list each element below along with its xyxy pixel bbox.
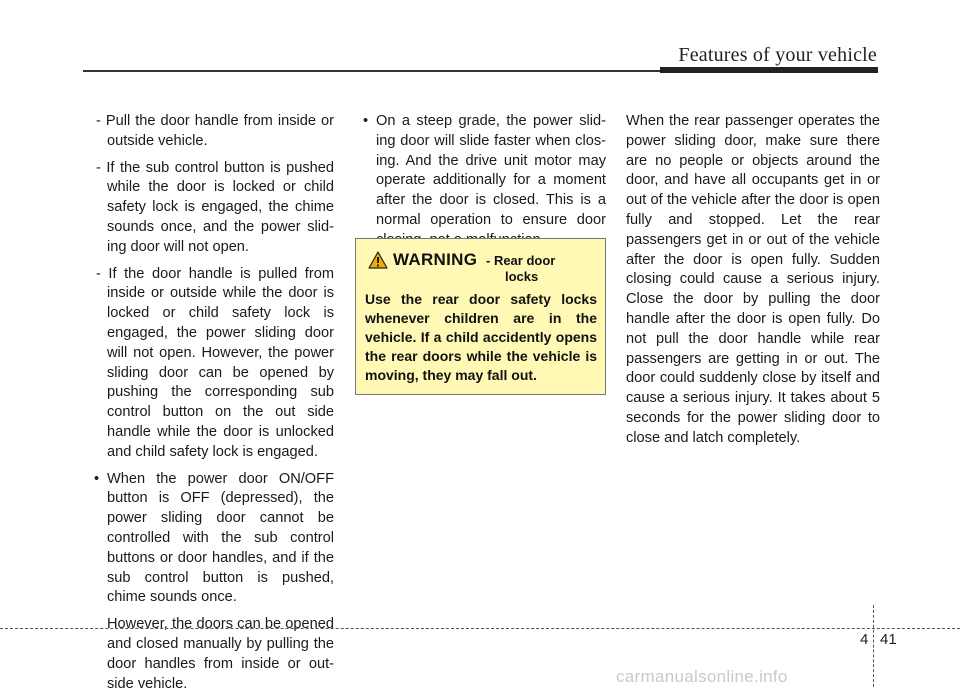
sub-paragraph: However, the doors can be opened and closed manually by pulling the door handles from inside or outside vehicle. <box>107 616 334 692</box>
warning-box <box>355 238 606 395</box>
dash-item: - Pull the door handle from inside or outside vehicle. <box>96 113 334 149</box>
dash-item: - If the door handle is pulled from inside or outside while the door is locked or child safety lock is engaged, the power sliding door will not open. However, the power sliding door can be opened by pushing the corresponding sub control button on the out side handle while the door is unlocked and child safety lock is engaged. <box>96 265 334 460</box>
watermark-text: carmanualsonline.info <box>616 667 788 686</box>
bullet-item: • On a steep grade, the power sliding door will slide faster when closing. And the drive unit motor may operate additionally for a moment after the door is closed. This is a normal operation to ensure door <box>355 112 606 251</box>
page-number: 41 <box>880 631 897 648</box>
bullet-item: • When the power door ON/OFF button is OFF (depressed), the power sliding door cannot be controlled with the sub control buttons or door handles, and if the sub control button is pushed, chime sounds once. <box>86 470 334 609</box>
paragraph: When the rear passenger operates the power sliding door, make sure there are no people or objects around the door, and have all occupants get in or out of the vehicle after the door is open fully and stopped. Let the rear passengers get in or out of the vehicle after the door is open fully. Sudden closing could cause a serious injury. Close the door by pulling the door handle after the door is open fully. Do not pull the door handle while rear passengers are getting in or out. The door could suddenly close by itself and cause a serious injury. It takes about 5 seconds for the power sliding door to close and latch completely. <box>626 113 880 446</box>
footer-vertical-divider <box>873 605 874 687</box>
footer-divider <box>0 628 960 629</box>
warning-subject-line2: locks <box>505 269 539 284</box>
warning-subject <box>486 253 596 285</box>
warning-label: WARNING <box>393 250 478 269</box>
text-column-2 <box>355 112 606 251</box>
warning-triangle-icon <box>368 251 388 269</box>
text-column-1 <box>86 112 334 694</box>
chapter-number: 4 <box>860 631 869 648</box>
warning-body: Use the rear door safety locks whenever children are in the vehicle. If a child accidently opens the rear doors while the vehicle is moving, they may fall out. <box>365 291 597 383</box>
warning-subject-line1: - Rear door <box>486 253 556 268</box>
dash-item: - If the sub control button is pushed while the door is locked or child safety lock is engaged, the chime sounds once, and the power sliding door will not open. <box>96 159 334 255</box>
text-column-3 <box>626 112 880 449</box>
header-rule-thick <box>660 67 878 73</box>
section-title: Features of your vehicle <box>678 44 877 66</box>
header-rule-thin <box>83 70 660 72</box>
